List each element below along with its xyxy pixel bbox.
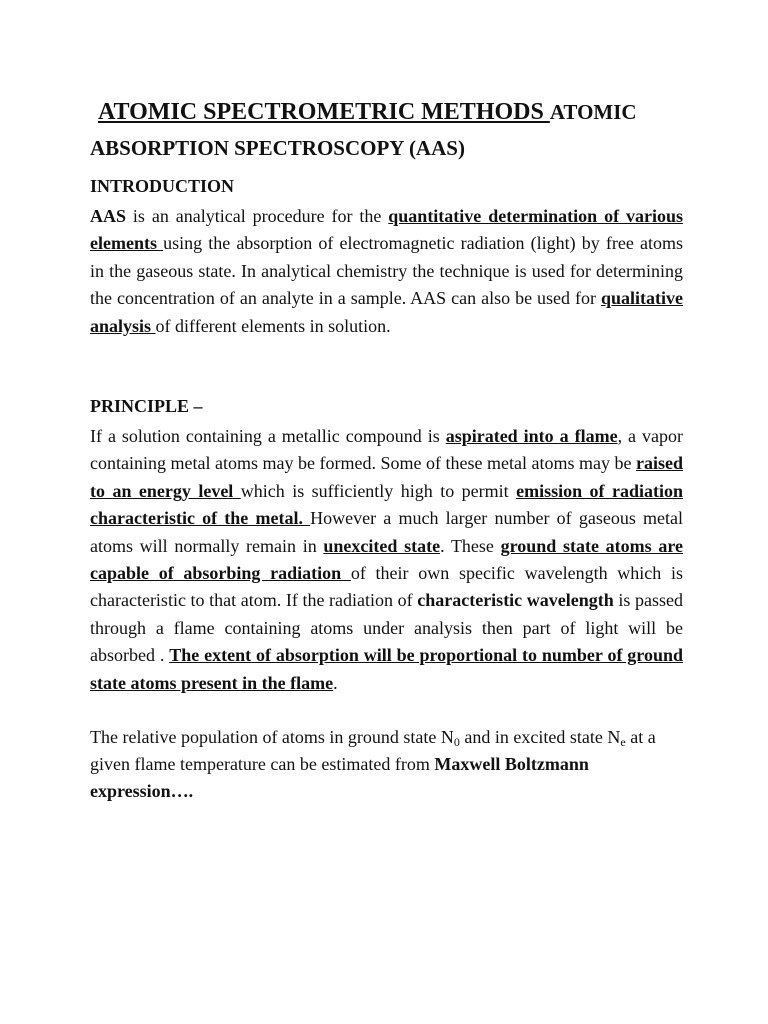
introduction-paragraph: AAS is an analytical procedure for the quantitative determination of various elements using the absorption of electromagnetic radiation (light) by free atoms in the gaseous state. In analytical chemistry the technique is used for determining the concentration of an analyte in a sample. AAS can also be used for qualitative analysis of different elements in solution.: [90, 206, 683, 336]
principle-emphasis-emission: emission of radiation characteristic of the metal.: [90, 480, 683, 529]
principle-heading: PRINCIPLE –: [90, 396, 203, 416]
principle-emphasis-ground-atoms: number of ground state atoms present in the flame: [90, 645, 684, 693]
title-main: ATOMIC SPECTROMETRIC METHODS: [98, 99, 550, 125]
subscript-e: e: [620, 735, 626, 749]
principle-emphasis-ground-state: ground state atoms are capable of absorbing radiation: [90, 535, 683, 584]
introduction-heading: INTRODUCTION: [90, 176, 235, 196]
principle-paragraph: If a solution containing a metallic compound is aspirated into a flame, a vapor containing metal atoms may be formed. Some of these metal atoms may be raised to an energy level which is sufficiently high to permit emission of radiation characteristic of the metal. However a much larger number of gaseous metal atoms will normally remain in unexcited state. These ground state atoms are capable of absorbing radiation of their own specific wavelength which is characteristic to that atom. If the radiation of characteristic wavelength is passed through a flame containing atoms under analysis then part of light will be absorbed . The extent of absorption will be proportional to number of ground state atoms present in the flame.: [90, 426, 684, 693]
title-second-line: ABSORPTION SPECTROSCOPY (AAS): [90, 136, 465, 160]
intro-aas-term: AAS: [90, 206, 127, 226]
maxwell-boltzmann-term: Maxwell Boltzmann expression….: [90, 754, 589, 801]
principle-emphasis-aspirated: aspirated into a flame: [445, 426, 618, 446]
intro-emphasis-qualitative: qualitative analysis: [90, 288, 683, 336]
principle-emphasis-unexcited: unexcited state: [323, 535, 441, 556]
subscript-zero: 0: [453, 735, 460, 749]
principle-characteristic-wavelength: characteristic wavelength: [417, 590, 614, 611]
title-second-word: ATOMIC: [549, 100, 637, 124]
document-title: [90, 92, 690, 164]
principle-emphasis-extent: The extent of absorption will be proportional to: [169, 645, 542, 666]
intro-emphasis-quantitative: quantitative determination of various elements: [90, 206, 683, 254]
principle-emphasis-energy-level: raised to an energy level: [90, 453, 683, 501]
relative-population-paragraph: The relative population of atoms in ground state $N_0$ and in excited state $N_e$ at a given flame temperature can be estimated from Maxwell Boltzmann expression….: [90, 727, 656, 801]
